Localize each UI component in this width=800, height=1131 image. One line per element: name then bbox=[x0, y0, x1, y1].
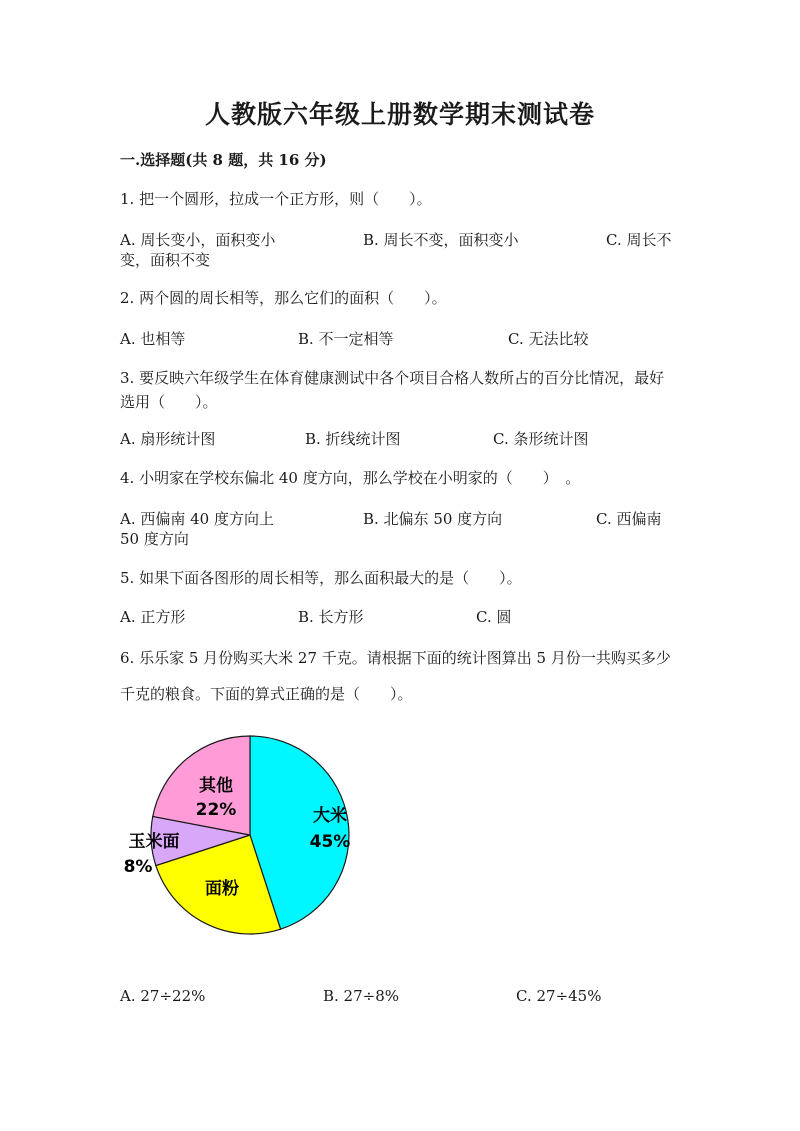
slice-label-flour: 面粉 bbox=[205, 879, 239, 899]
question-3: 3. 要反映六年级学生在体育健康测试中各个项目合格人数所占的百分比情况，最好选用（ ）。 bbox=[120, 369, 665, 411]
q6-option-b: B. 27÷8% bbox=[323, 987, 400, 1005]
q4-option-a: A. 西偏南 40 度方向上 bbox=[120, 510, 274, 528]
q4-option-c: C. 西偏南 bbox=[596, 510, 662, 528]
slice-pct-corn: 8% bbox=[123, 857, 153, 877]
pie-chart bbox=[110, 735, 360, 950]
q5-option-b: B. 长方形 bbox=[298, 608, 364, 626]
slice-pct-rice: 45% bbox=[309, 832, 351, 852]
question-4: 4. 小明家在学校东偏北 40 度方向，那么学校在小明家的（ ） 。 bbox=[120, 469, 581, 487]
q2-option-c: C. 无法比较 bbox=[508, 330, 589, 348]
q1-option-c-wrap: 变，面积不变 bbox=[120, 251, 211, 269]
slice-label-other: 其他 bbox=[199, 776, 233, 796]
slice-label-rice: 大米 bbox=[313, 806, 347, 826]
q2-option-b: B. 不一定相等 bbox=[298, 330, 394, 348]
q6-option-a: A. 27÷22% bbox=[120, 987, 206, 1005]
question-1: 1. 把一个圆形，拉成一个正方形，则（ ）。 bbox=[120, 190, 432, 208]
q3-option-a: A. 扇形统计图 bbox=[120, 430, 216, 448]
question-2: 2. 两个圆的周长相等，那么它们的面积（ ）。 bbox=[120, 289, 447, 307]
slice-pct-other: 22% bbox=[195, 800, 237, 820]
q5-option-a: A. 正方形 bbox=[120, 608, 186, 626]
q2-option-a: A. 也相等 bbox=[120, 330, 186, 348]
q3-option-b: B. 折线统计图 bbox=[305, 430, 401, 448]
q5-option-c: C. 圆 bbox=[476, 608, 512, 626]
q3-option-c: C. 条形统计图 bbox=[493, 430, 589, 448]
question-6: 6. 乐乐家 5 月份购买大米 27 千克。请根据下面的统计图算出 5 月份一共购买多少千克的粮食。下面的算式正确的是（ ）。 bbox=[120, 649, 671, 703]
q4-option-b: B. 北偏东 50 度方向 bbox=[363, 510, 503, 528]
section-heading: 一.选择题(共 8 题，共 16 分) bbox=[120, 151, 327, 169]
q1-option-c: C. 周长不 bbox=[606, 231, 672, 249]
q1-option-a: A. 周长变小，面积变小 bbox=[120, 231, 276, 249]
slice-label-corn: 玉米面 bbox=[128, 832, 180, 852]
question-5: 5. 如果下面各图形的周长相等，那么面积最大的是（ ）。 bbox=[120, 569, 522, 587]
q6-option-c: C. 27÷45% bbox=[516, 987, 602, 1005]
q4-option-c-wrap: 50 度方向 bbox=[120, 530, 189, 548]
page-title: 人教版六年级上册数学期末测试卷 bbox=[204, 100, 595, 129]
q1-option-b: B. 周长不变，面积变小 bbox=[363, 231, 519, 249]
